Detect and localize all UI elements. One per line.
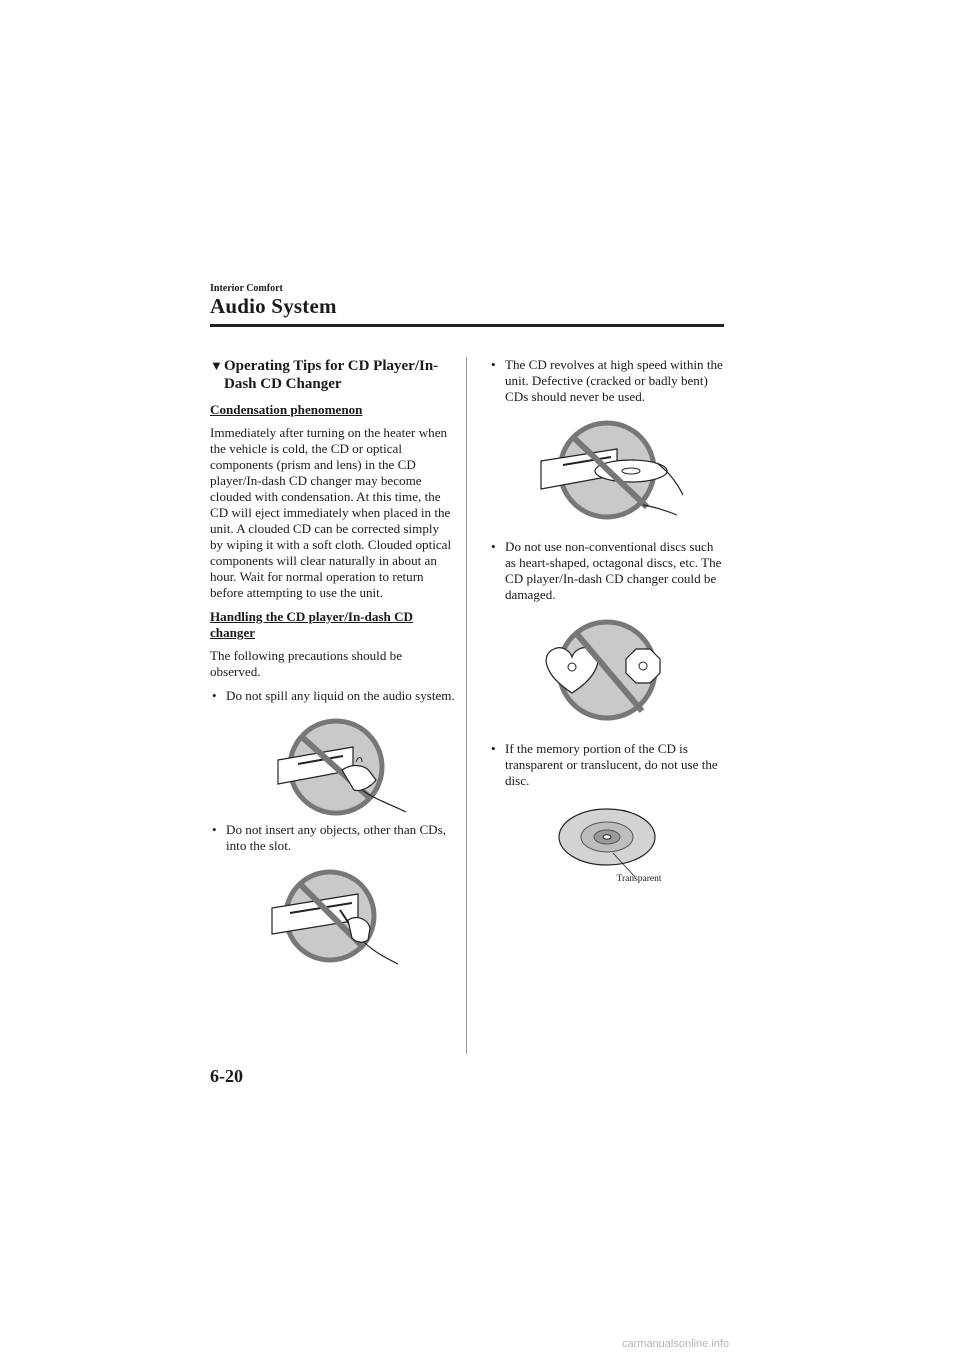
page-number: 6-20 bbox=[210, 1066, 243, 1086]
bullet-icon: • bbox=[491, 539, 496, 554]
paragraph-condensation: Immediately after turning on the heater when the vehicle is cold, the CD or optical components (prism and lens) in the CD player/In-dash CD changer may become clouded with condensation. At this time, the CD will eject immediately when placed in the unit. A clouded CD can be corrected simply by wiping it with a soft cloth. Clouded optical components will clear naturally in about an hour. Wait for normal operation to return before attempting to use the unit. bbox=[210, 425, 452, 600]
bullet-objects bbox=[210, 822, 455, 854]
bullet-icon: • bbox=[212, 822, 217, 837]
no-objects-illustration bbox=[258, 868, 408, 978]
bullet-nonconventional-text: Do not use non-conventional discs such as heart-shaped, octagonal discs, etc. The CD player/In-dash CD changer could be damaged. bbox=[505, 539, 722, 602]
column-divider bbox=[466, 357, 467, 1054]
right-column bbox=[489, 357, 724, 895]
bullet-speed bbox=[489, 357, 724, 405]
bullet-icon: • bbox=[491, 741, 496, 756]
bullet-liquid bbox=[210, 688, 455, 704]
bullet-icon: • bbox=[212, 688, 217, 703]
bullet-icon: • bbox=[491, 357, 496, 372]
bullet-liquid-text: Do not spill any liquid on the audio system. bbox=[226, 688, 455, 703]
section-label: Interior Comfort bbox=[210, 283, 283, 294]
bullet-nonconventional bbox=[489, 539, 724, 603]
section-heading-text: Operating Tips for CD Player/In-Dash CD Changer bbox=[224, 358, 439, 392]
chapter-title: Audio System bbox=[210, 294, 337, 318]
transparent-cd-figure bbox=[537, 803, 677, 895]
header-rule bbox=[210, 324, 724, 327]
subheading-condensation: Condensation phenomenon bbox=[210, 402, 363, 417]
bullet-transparent bbox=[489, 741, 724, 789]
watermark: carmanualsonline.info bbox=[622, 1338, 730, 1350]
non-conventional-discs-illustration bbox=[532, 615, 682, 725]
bullet-objects-text: Do not insert any objects, other than CDs, into the slot. bbox=[226, 822, 447, 853]
no-liquid-illustration bbox=[258, 712, 408, 822]
transparent-label: Transparent bbox=[616, 874, 662, 884]
paragraph-precautions: The following precautions should be observed. bbox=[210, 648, 403, 679]
bullet-speed-text: The CD revolves at high speed within the unit. Defective (cracked or badly bent) CDs should never be used. bbox=[505, 357, 723, 404]
defective-cd-illustration bbox=[527, 415, 687, 525]
section-heading bbox=[210, 357, 455, 393]
bullet-transparent-text: If the memory portion of the CD is transparent or translucent, do not use the disc. bbox=[505, 741, 718, 788]
left-column bbox=[210, 357, 455, 978]
subheading-handling: Handling the CD player/In-dash CD changer bbox=[210, 609, 413, 640]
down-triangle-icon: ▼ bbox=[210, 358, 223, 373]
